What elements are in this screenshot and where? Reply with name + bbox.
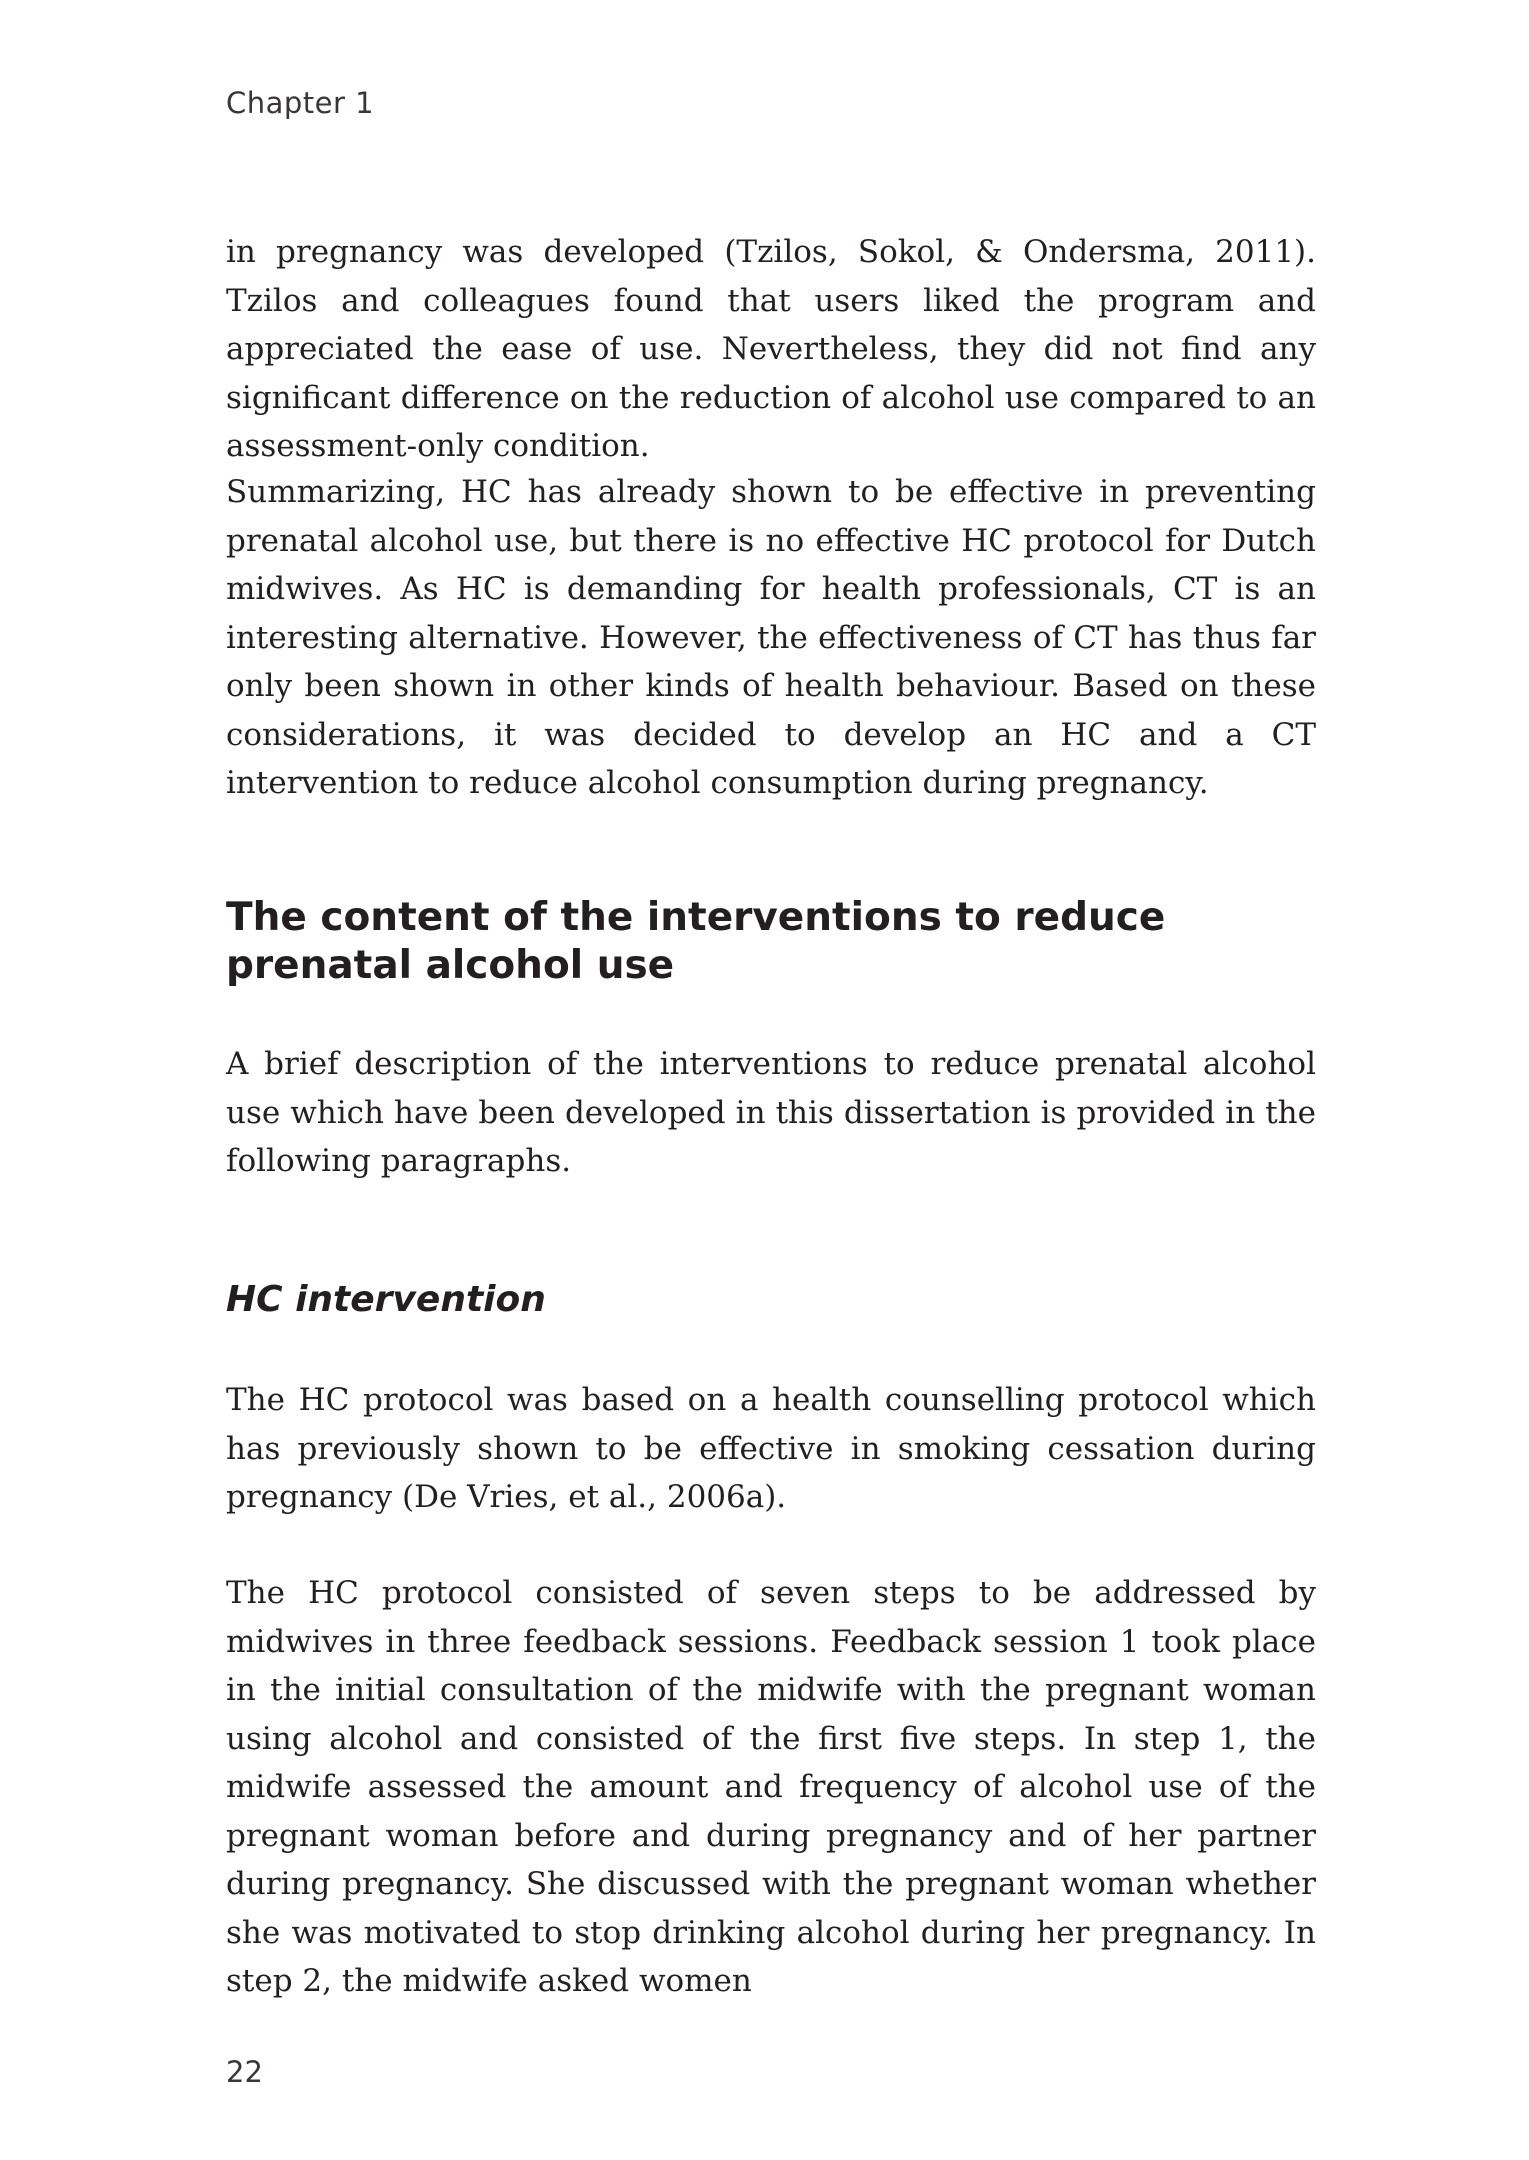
- paragraph-hc-protocol-basis: The HC protocol was based on a health counselling protocol which has previously shown to be effective in smoking cessation during pregnancy (De Vries, et al., 2006a).: [226, 1382, 1316, 1515]
- subsection-heading: HC intervention: [226, 1279, 546, 1320]
- paragraph-summarizing: Summarizing, HC has already shown to be effective in preventing prenatal alcohol use, but there is no effective HC protocol for Dutch midwives. As HC is demanding for health professionals, CT is an interesting alternative. However, the effectiveness of CT has thus far only been shown in other kinds of health behaviour. Based on these considerations, it was decided to develop an HC and a CT intervention to reduce alcohol consumption during pregnancy.: [226, 474, 1316, 801]
- section-heading: The content of the interventions to reduce prenatal alcohol use: [226, 895, 1166, 988]
- running-head: Chapter 1: [226, 86, 375, 120]
- page-number: 22: [226, 2055, 263, 2089]
- paragraph-brief-description: A brief description of the interventions to reduce prenatal alcohol use which have been developed in this dissertation is provided in the following paragraphs.: [226, 1046, 1316, 1179]
- paragraph-hc-protocol-steps: The HC protocol consisted of seven steps to be addressed by midwives in three feedback sessions. Feedback session 1 took place in the initial consultation of the midwife with the pregnant woman using alcohol and consisted of the first five steps. In step 1, the midwife assessed the amount and frequency of alcohol use of the pregnant woman before and during pregnancy and of her partner during pregnancy. She discussed with the pregnant woman whether she was motivated to stop drinking alcohol during her pregnancy. In step 2, the midwife asked women: [226, 1575, 1316, 1999]
- paragraph-intro-continuation: in pregnancy was developed (Tzilos, Sokol, & Ondersma, 2011). Tzilos and colleagues found that users liked the program and appreciated the ease of use. Nevertheless, they did not find any significant difference on the reduction of alcohol use compared to an assessment-only condition.: [226, 234, 1316, 464]
